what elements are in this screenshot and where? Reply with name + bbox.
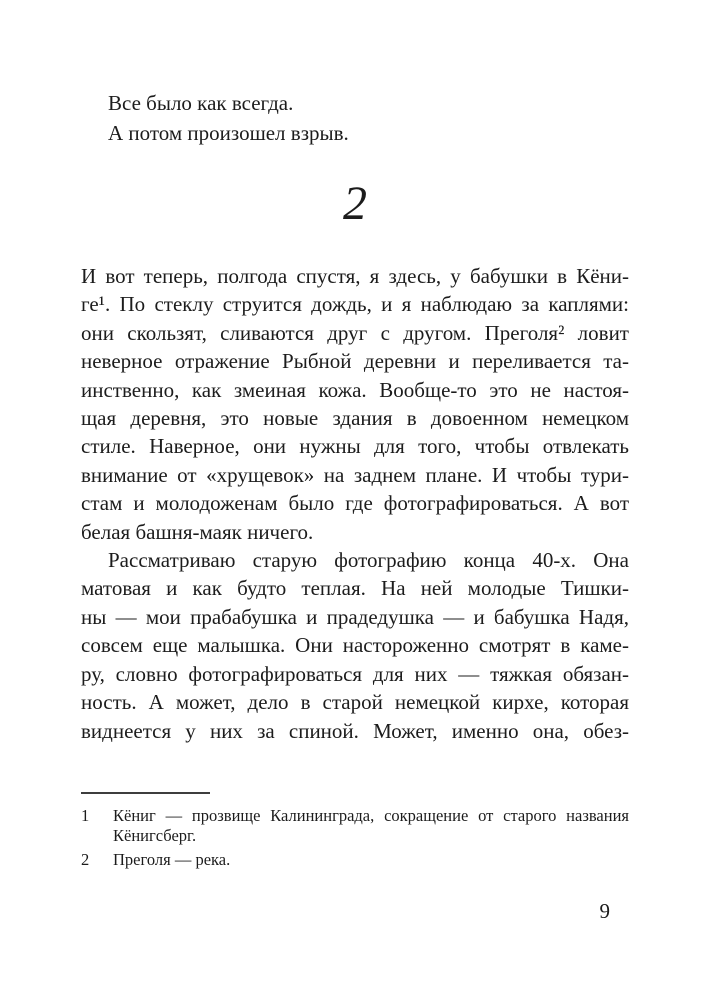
body-line: они скользят, сливаются друг с другом. Преголя² ловит — [81, 320, 629, 345]
previous-section-ending — [81, 88, 629, 148]
body-line: ру, словно фотографироваться для них — тяжкая обязан- — [81, 661, 629, 686]
body-line: внимание от «хрущевок» на заднем плане. И чтобы тури- — [81, 462, 629, 487]
intro-line: Все было как всегда. — [108, 91, 294, 115]
page-number: 9 — [599, 899, 610, 923]
footnote-item — [81, 850, 629, 870]
footnote-text — [113, 806, 629, 846]
footnote-marker: 2 — [81, 850, 90, 869]
body-text — [81, 262, 629, 745]
body-line-paragraph-end: белая башня-маяк ничего. — [81, 519, 314, 544]
body-line: стиле. Наверное, они нужны для того, чтобы отвлекать — [81, 434, 629, 459]
body-line: щая деревня, это новые здания в довоенном немецком — [81, 406, 629, 431]
body-line: ность. А может, дело в старой немецкой кирхе, которая — [81, 690, 629, 715]
footnote-line: Кёниг — прозвище Калининграда, сокращение от старого названия — [113, 806, 629, 825]
intro-line: А потом произошел взрыв. — [108, 121, 349, 145]
body-line: стам и молодоженам было где фотографироваться. А вот — [81, 491, 629, 516]
footnote-line: Преголя — река. — [113, 850, 231, 869]
body-line: виднеется у них за спиной. Может, именно она, обез- — [81, 718, 629, 743]
body-line-paragraph-start: Рассматриваю старую фотографию конца 40-х. Она — [108, 548, 629, 573]
body-line: ны — мои прабабушка и прадедушка — и бабушка Надя, — [81, 604, 629, 629]
footnote-text — [113, 850, 629, 870]
footnotes — [81, 806, 629, 870]
body-line: И вот теперь, полгода спустя, я здесь, у бабушки в Кёни- — [81, 264, 629, 288]
body-line: совсем еще малышка. Они настороженно смотрят в каме- — [81, 633, 629, 658]
footnote-item — [81, 806, 629, 846]
footnote-line: Кёнигсберг. — [113, 826, 197, 845]
footnote-marker: 1 — [81, 806, 90, 825]
footnote-separator — [81, 792, 210, 794]
chapter-number: 2 — [343, 177, 367, 230]
body-line: матовая и как будто теплая. На ней молодые Тишки- — [81, 576, 629, 601]
body-line: неверное отражение Рыбной деревни и переливается та- — [81, 349, 629, 374]
body-line: инственно, как змеиная кожа. Вообще-то это не настоя- — [81, 377, 629, 402]
body-line: ге¹. По стеклу струится дождь, и я наблюдаю за каплями: — [81, 292, 629, 317]
